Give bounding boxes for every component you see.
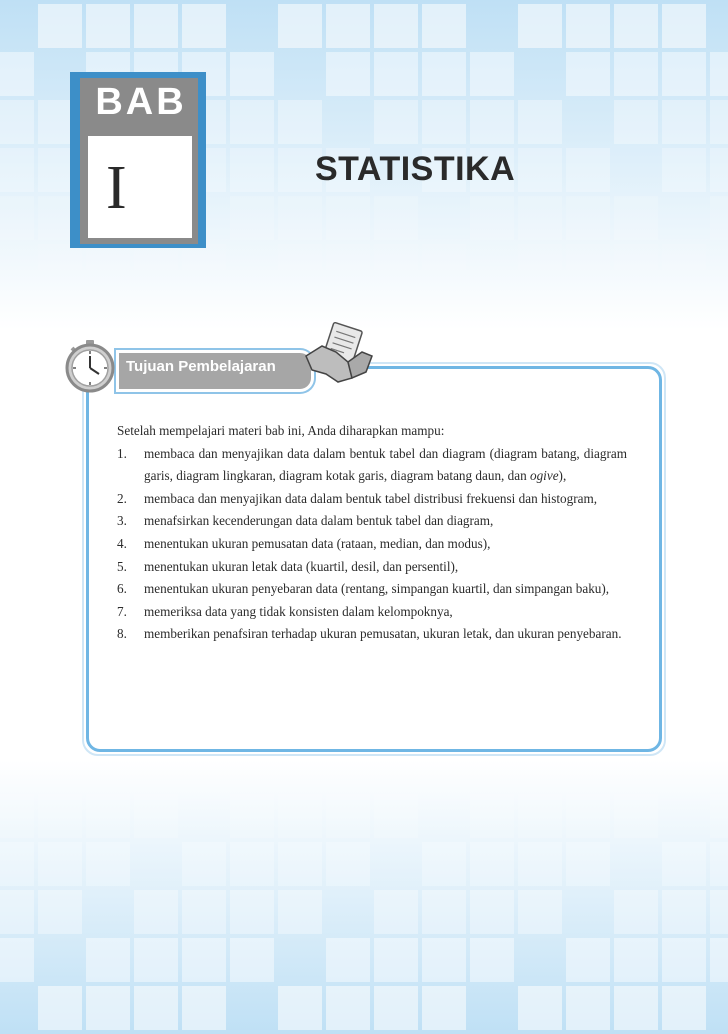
list-item <box>117 533 627 556</box>
list-item-number: 3. <box>117 513 127 529</box>
objectives-intro: Setelah mempelajari materi bab ini, Anda diharapkan mampu: <box>117 423 445 438</box>
objectives-list <box>117 443 627 646</box>
list-item-text: menentukan ukuran penyebaran data (rentang, simpangan kuartil, dan simpangan baku), <box>144 581 610 597</box>
clock-icon <box>62 338 118 394</box>
hand-holding-paper-icon <box>302 322 376 384</box>
chapter-title: STATISTIKA <box>315 150 516 188</box>
list-item-text: memeriksa data yang tidak konsisten dalam kelompoknya, <box>144 603 453 619</box>
list-item-number: 2. <box>117 490 127 506</box>
list-item <box>117 578 627 601</box>
list-item <box>117 556 627 579</box>
list-item-number: 8. <box>117 626 127 642</box>
list-item-number: 5. <box>117 558 127 574</box>
chapter-number: I <box>106 154 127 222</box>
list-item <box>117 601 627 624</box>
list-item-text: menentukan ukuran letak data (kuartil, desil, dan persentil), <box>144 558 459 574</box>
list-item-number: 6. <box>117 581 127 597</box>
list-item <box>117 623 627 646</box>
objectives-tab-label: Tujuan Pembelajaran <box>126 358 276 375</box>
list-item-text: membaca dan menyajikan data dalam bentuk tabel dan diagram (diagram batang, diagram garis, diagram lingkaran, diagram kotak garis, diagram batang daun, dan ogive), <box>144 445 627 484</box>
list-item-number: 7. <box>117 603 127 619</box>
chapter-label: BAB <box>95 81 187 123</box>
list-item-text: menentukan ukuran pemusatan data (rataan, median, dan modus), <box>144 535 491 551</box>
list-item-text: membaca dan menyajikan data dalam bentuk tabel distribusi frekuensi dan histogram, <box>144 490 597 506</box>
list-item-number: 1. <box>117 445 127 461</box>
list-item <box>117 510 627 533</box>
list-item <box>117 488 627 511</box>
list-item-text: memberikan penafsiran terhadap ukuran pemusatan, ukuran letak, dan ukuran penyebaran. <box>144 626 622 642</box>
objectives-content <box>117 420 627 646</box>
emphasis-text: ogive <box>529 468 559 484</box>
list-item-text: menafsirkan kecenderungan data dalam bentuk tabel dan diagram, <box>144 513 494 529</box>
list-item <box>117 443 627 488</box>
list-item-number: 4. <box>117 535 127 551</box>
